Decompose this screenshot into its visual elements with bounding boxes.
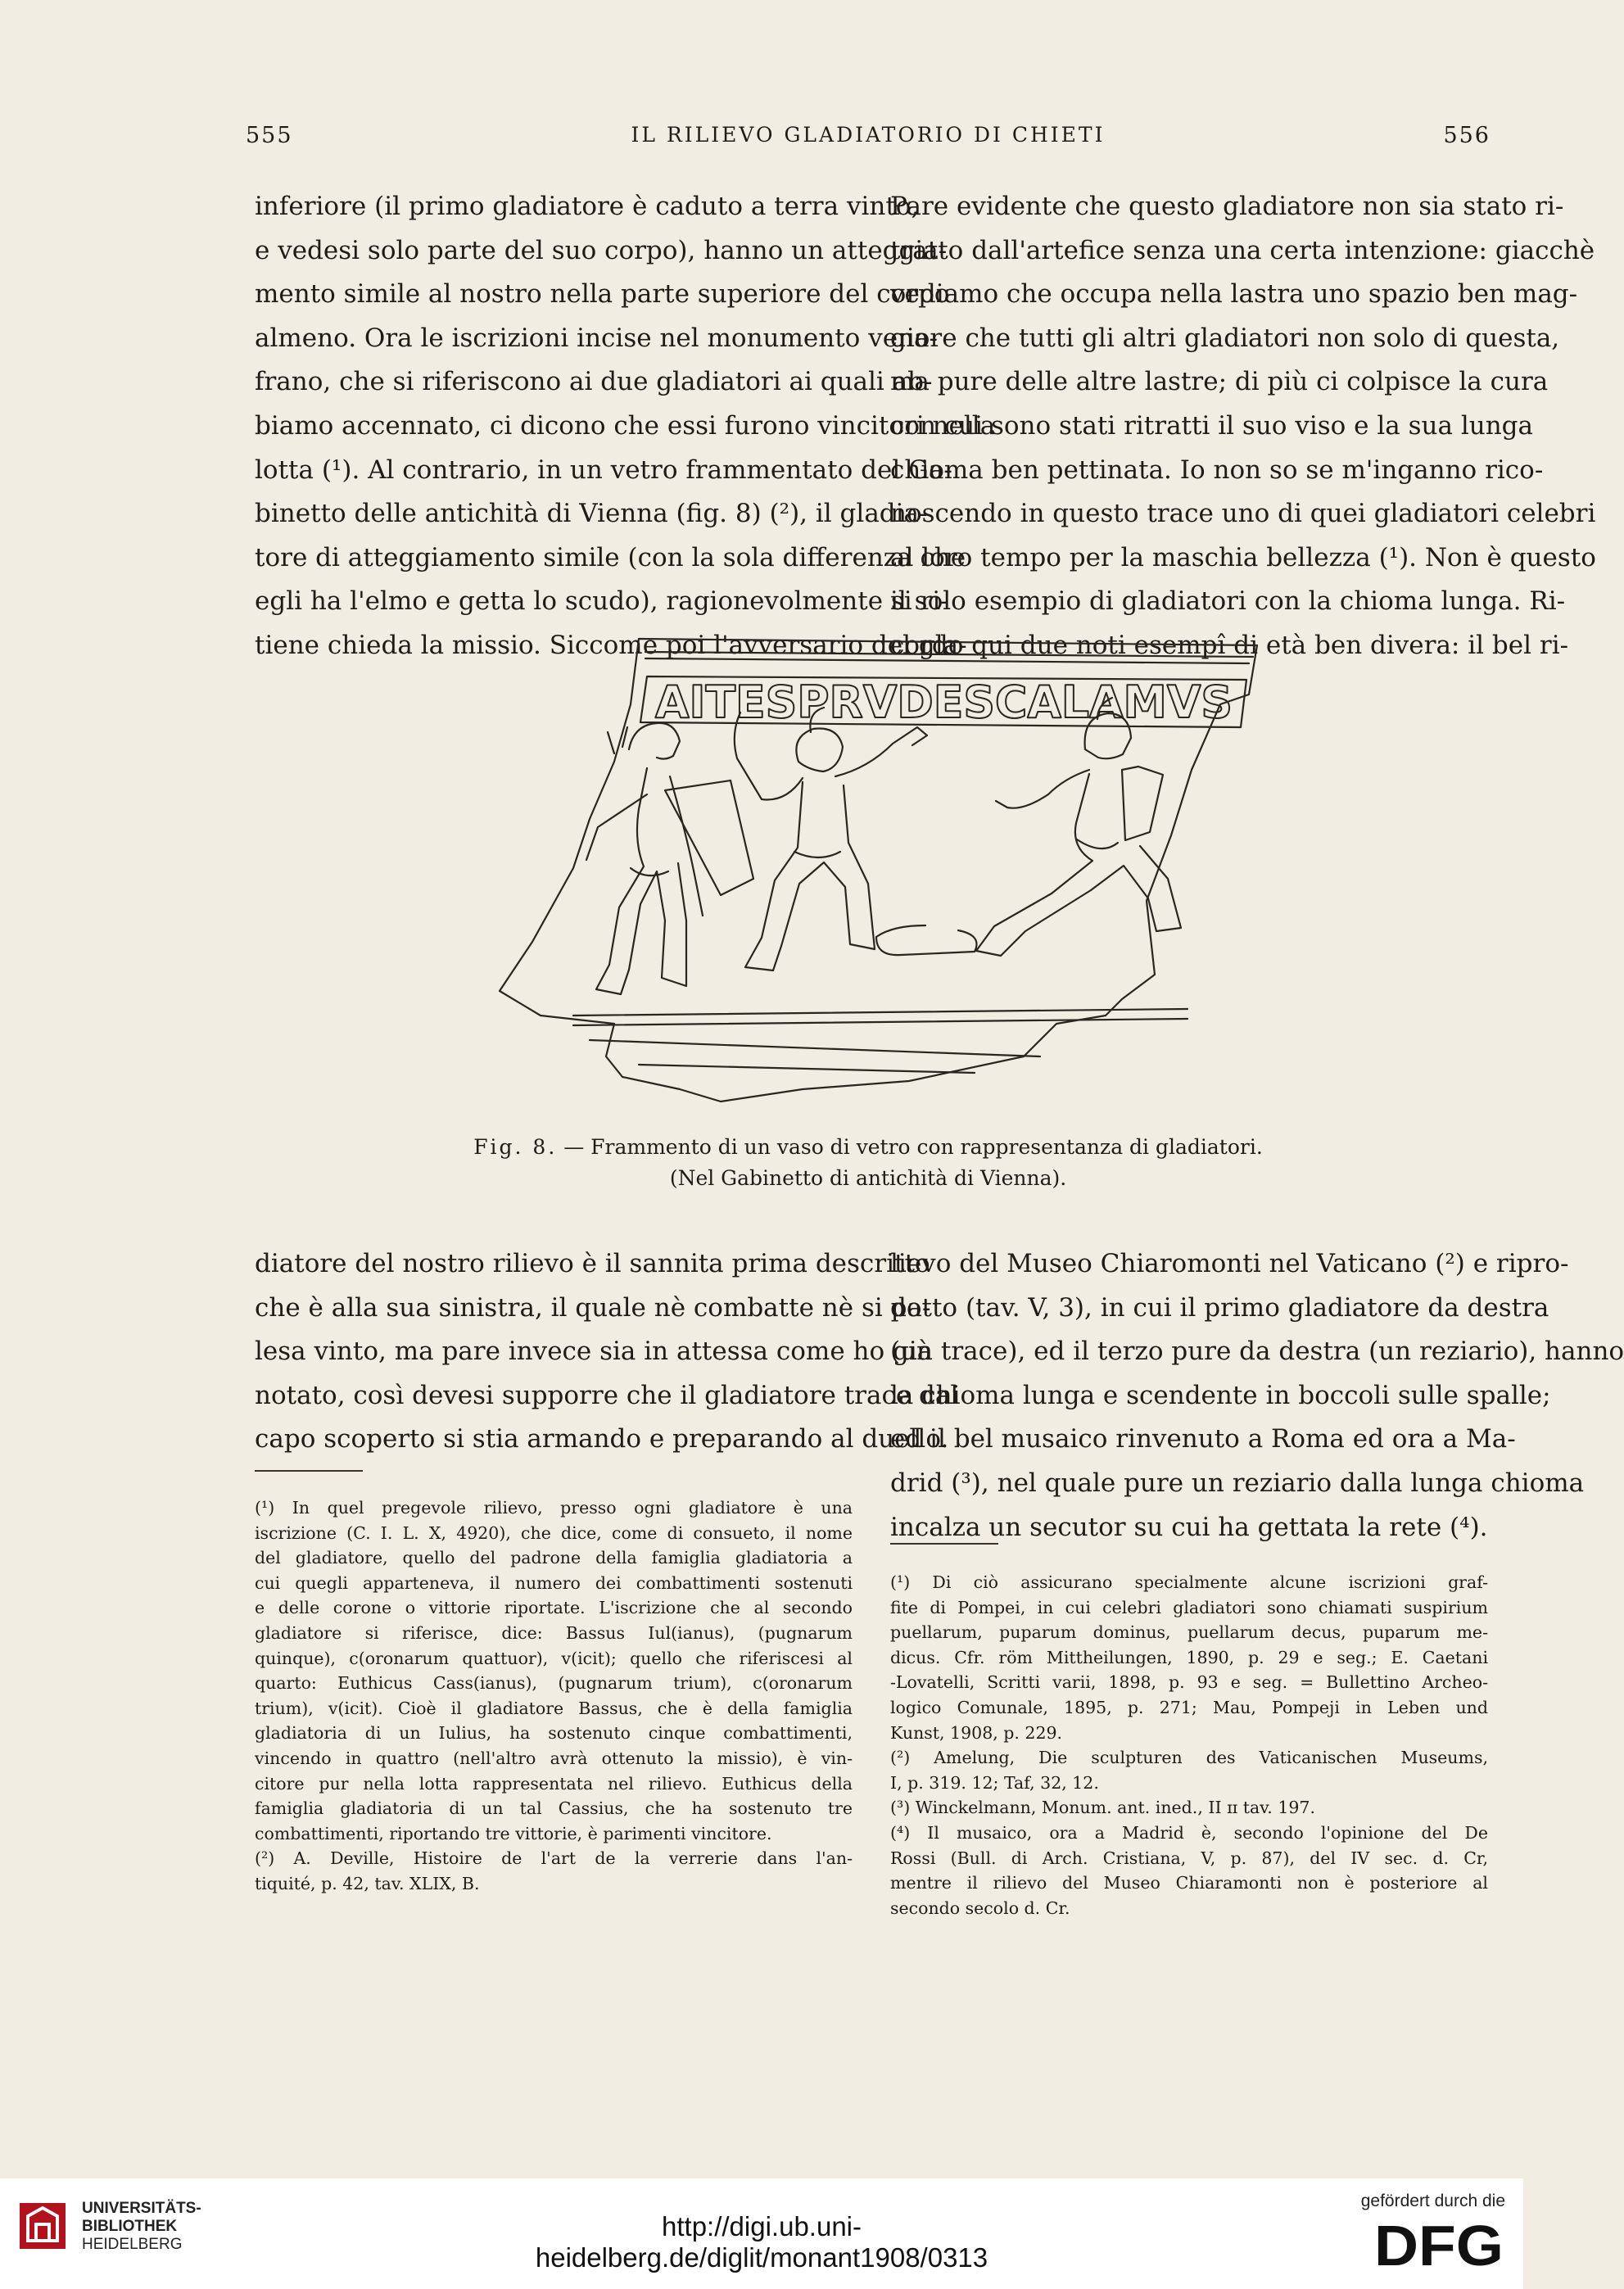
footnote-line: quinque), c(oronarum quattuor), v(icit); quello che riferiscesi al [255, 1648, 853, 1668]
footnote-line: mentre il rilievo del Museo Chiaramonti non è posteriore al [890, 1873, 1488, 1893]
permalink-url[interactable]: http://digi.ub.uni-heidelberg.de/diglit/monant1908/0313 [535, 2211, 988, 2273]
text-line: con cui sono stati ritratti il suo viso e la sua lunga [890, 410, 1534, 441]
footnote-line: citore pur nella lotta rappresentata nel rilievo. Euthicus della [255, 1773, 853, 1794]
running-header [246, 123, 1491, 164]
footnote-line: Kunst, 1908, p. 229. [890, 1722, 1063, 1743]
page-number-right: 556 [1443, 123, 1491, 148]
text-line: al loro tempo per la maschia bellezza (¹). Non è questo [890, 542, 1596, 572]
figure-gladiator-right [976, 698, 1181, 956]
text-line: lotta (¹). Al contrario, in un vetro frammentato del Ga- [255, 455, 952, 485]
library-name-line: BIBLIOTHEK [82, 2218, 178, 2235]
text-line: cordo qui due noti esempî di età ben divera: il bel ri- [890, 630, 1569, 660]
text-line: Pare evidente che questo gladiatore non sia stato ri- [890, 192, 1564, 221]
footnote-line: -Lovatelli, Scritti varii, 1898, p. 93 e seg. = Bullettino Archeo- [890, 1672, 1488, 1693]
text-line: noscendo in questo trace uno di quei gladiatori celebri [890, 499, 1596, 529]
text-line: almeno. Ora le iscrizioni incise nel monumento vena- [255, 323, 938, 353]
footnote-line: tiquité, p. 42, tav. XLIX, B. [255, 1873, 480, 1893]
running-title: IL RILIEVO GLADIATORIO DI CHIETI [631, 123, 1106, 147]
heidelberg-library-logo-icon [18, 2201, 67, 2251]
footnote-line: secondo secolo d. Cr. [890, 1898, 1070, 1918]
text-line: lesa vinto, ma pare invece sia in attessa come ho già [255, 1337, 933, 1367]
text-line: il solo esempio di gladiatori con la chioma lunga. Ri- [890, 586, 1566, 617]
text-line: diatore del nostro rilievo è il sannita prima descritto [255, 1249, 930, 1278]
dfg-logo-icon [1374, 2214, 1505, 2278]
text-line: ma pure delle altre lastre; di più ci colpisce la cura [890, 367, 1549, 397]
footnote-rule-right [890, 1543, 998, 1545]
footnote-line: del gladiatore, quello del padrone della famiglia gladiatoria a [255, 1548, 853, 1568]
footnote-line: fite di Pompei, in cui celebri gladiatori sono chiamati suspirium [890, 1597, 1488, 1617]
text-line: capo scoperto si stia armando e preparando al duello. [255, 1424, 949, 1454]
footnote-line: (¹) In quel pregevole rilievo, presso ogni gladiatore è una [255, 1498, 853, 1518]
body-column-top-right [890, 185, 1596, 668]
text-line: inferiore (il primo gladiatore è caduto a terra vinto, [255, 192, 920, 221]
dfg-logo-text: DFG [1374, 2214, 1504, 2278]
text-line: tore di atteggiamento simile (con la sola differenza che [255, 542, 966, 572]
caption-source: (Nel Gabinetto di antichità di Vienna). [669, 1166, 1067, 1190]
footnote-rule-left [255, 1470, 363, 1472]
page-number-left: 555 [246, 123, 293, 148]
text-line: lievo del Museo Chiaromonti nel Vaticano (²) e ripro- [890, 1249, 1569, 1278]
footnote-line: trium), v(icit). Cioè il gladiatore Bassus, che è della famiglia [255, 1698, 853, 1718]
footnote-line: gladiatoria di un Iulius, ha sostenuto cinque combattimenti, [255, 1723, 853, 1744]
footnote-line: combattimenti, riportando tre vittorie, è parimenti vincitore. [255, 1823, 772, 1843]
body-column-bottom-right [890, 1242, 1624, 1549]
text-line: frano, che si riferiscono ai due gladiatori ai quali ab- [255, 367, 933, 397]
footnote-line: (²) A. Deville, Histoire de l'art de la verrerie dans l'an- [255, 1848, 853, 1869]
footnote-line: dicus. Cfr. röm Mittheilungen, 1890, p. 29 e seg.; E. Caetani [890, 1647, 1488, 1667]
library-name [82, 2200, 201, 2254]
text-line: vediamo che occupa nella lastra uno spazio ben mag- [890, 279, 1578, 310]
footnote-line: Rossi (Bull. di Arch. Cristiana, V, p. 87), del IV sec. d. Cr, [890, 1848, 1488, 1868]
text-line: biamo accennato, ci dicono che essi furono vincitori nella [255, 410, 996, 441]
text-line: drid (³), nel quale pure un reziario dalla lunga chioma [890, 1468, 1585, 1498]
text-line: notato, così devesi supporre che il gladiatore trace dal [255, 1380, 959, 1410]
text-line: egli ha l'elmo e getta lo scudo), ragionevolmente si ri- [255, 586, 949, 617]
text-line: dotto (tav. V, 3), in cui il primo gladiatore da destra [890, 1292, 1549, 1323]
footnotes-left [255, 1495, 853, 1897]
figure-gladiator-center [735, 708, 977, 970]
figure-gladiator-left [586, 723, 753, 994]
funding-note: gefördert durch die [1360, 2192, 1505, 2210]
text-line: giore che tutti gli altri gladiatori non solo di questa, [890, 323, 1560, 353]
footnote-line: quarto: Euthicus Cass(ianus), (pugnarum trium), c(oronarum [255, 1673, 853, 1694]
footnote-line: gladiatore si riferisce, dice: Bassus Iul(ianus), (pugnarum [255, 1622, 853, 1643]
figure-caption [246, 1132, 1491, 1194]
text-line: binetto delle antichità di Vienna (fig. 8) (²), il gladia- [255, 499, 928, 529]
text-line: chioma ben pettinata. Io non so se m'inganno rico- [890, 455, 1544, 485]
figure-inscription: AITESPRVDESCALAMVS [655, 676, 1233, 728]
footnote-line: (¹) Di ciò assicurano specialmente alcune iscrizioni graf- [890, 1572, 1488, 1592]
text-line: mento simile al nostro nella parte superiore del corpo [255, 279, 950, 310]
figure-label: Fig. 8. [473, 1135, 558, 1159]
footnote-line: (²) Amelung, Die sculpturen des Vaticanischen Museums, [890, 1748, 1488, 1768]
footnote-line: cui quegli apparteneva, il numero dei combattimenti sostenuti [255, 1572, 853, 1593]
library-name-line: HEIDELBERG [82, 2236, 183, 2253]
text-line: incalza un secutor su cui ha gettata la rete (⁴). [890, 1512, 1488, 1542]
footnote-line: (⁴) Il musaico, ora a Madrid è, secondo l'opinione del De [890, 1822, 1488, 1843]
text-line: la chioma lunga e scendente in boccoli sulle spalle; [890, 1380, 1551, 1410]
text-line: che è alla sua sinistra, il quale nè combatte nè si pa- [255, 1292, 931, 1323]
text-line: e vedesi solo parte del suo corpo), hanno un atteggia- [255, 235, 948, 265]
footnote-line: vincendo in quattro (nell'altro avrà ottenuto la missio), è vin- [255, 1748, 853, 1768]
footnote-line: iscrizione (C. I. L. X, 4920), che dice, come di consueto, il nome [255, 1522, 853, 1543]
text-line: tratto dall'artefice senza una certa intenzione: giacchè [890, 235, 1595, 265]
text-line: (un trace), ed il terzo pure da destra (un reziario), hanno [890, 1337, 1624, 1367]
footnote-line: logico Comunale, 1895, p. 271; Mau, Pompeji in Leben und [890, 1697, 1488, 1717]
footnote-line: I, p. 319. 12; Taf, 32, 12. [890, 1772, 1099, 1793]
caption-text: — Frammento di un vaso di vetro con rappresentanza di gladiatori. [563, 1135, 1263, 1159]
footnote-line: (³) Winckelmann, Monum. ant. ined., II ɪɪ tav. 197. [890, 1798, 1315, 1818]
body-column-bottom-left [255, 1242, 959, 1462]
text-line: tiene chieda la missio. Siccome poi l'avversario del gla- [255, 630, 967, 660]
figure-glass-fragment-drawing [450, 631, 1286, 1122]
body-column-top-left [255, 185, 996, 668]
footnote-line: e delle corone o vittorie riportate. L'iscrizione che al secondo [255, 1598, 853, 1618]
footnotes-right [890, 1570, 1488, 1920]
footnote-line: famiglia gladiatoria di un tal Cassius, che ha sostenuto tre [255, 1798, 853, 1819]
text-line: ed il bel musaico rinvenuto a Roma ed ora a Ma- [890, 1424, 1516, 1454]
library-name-line: UNIVERSITÄTS- [82, 2200, 201, 2217]
footnote-line: puellarum, puparum dominus, puellarum decus, puparum me- [890, 1622, 1488, 1643]
